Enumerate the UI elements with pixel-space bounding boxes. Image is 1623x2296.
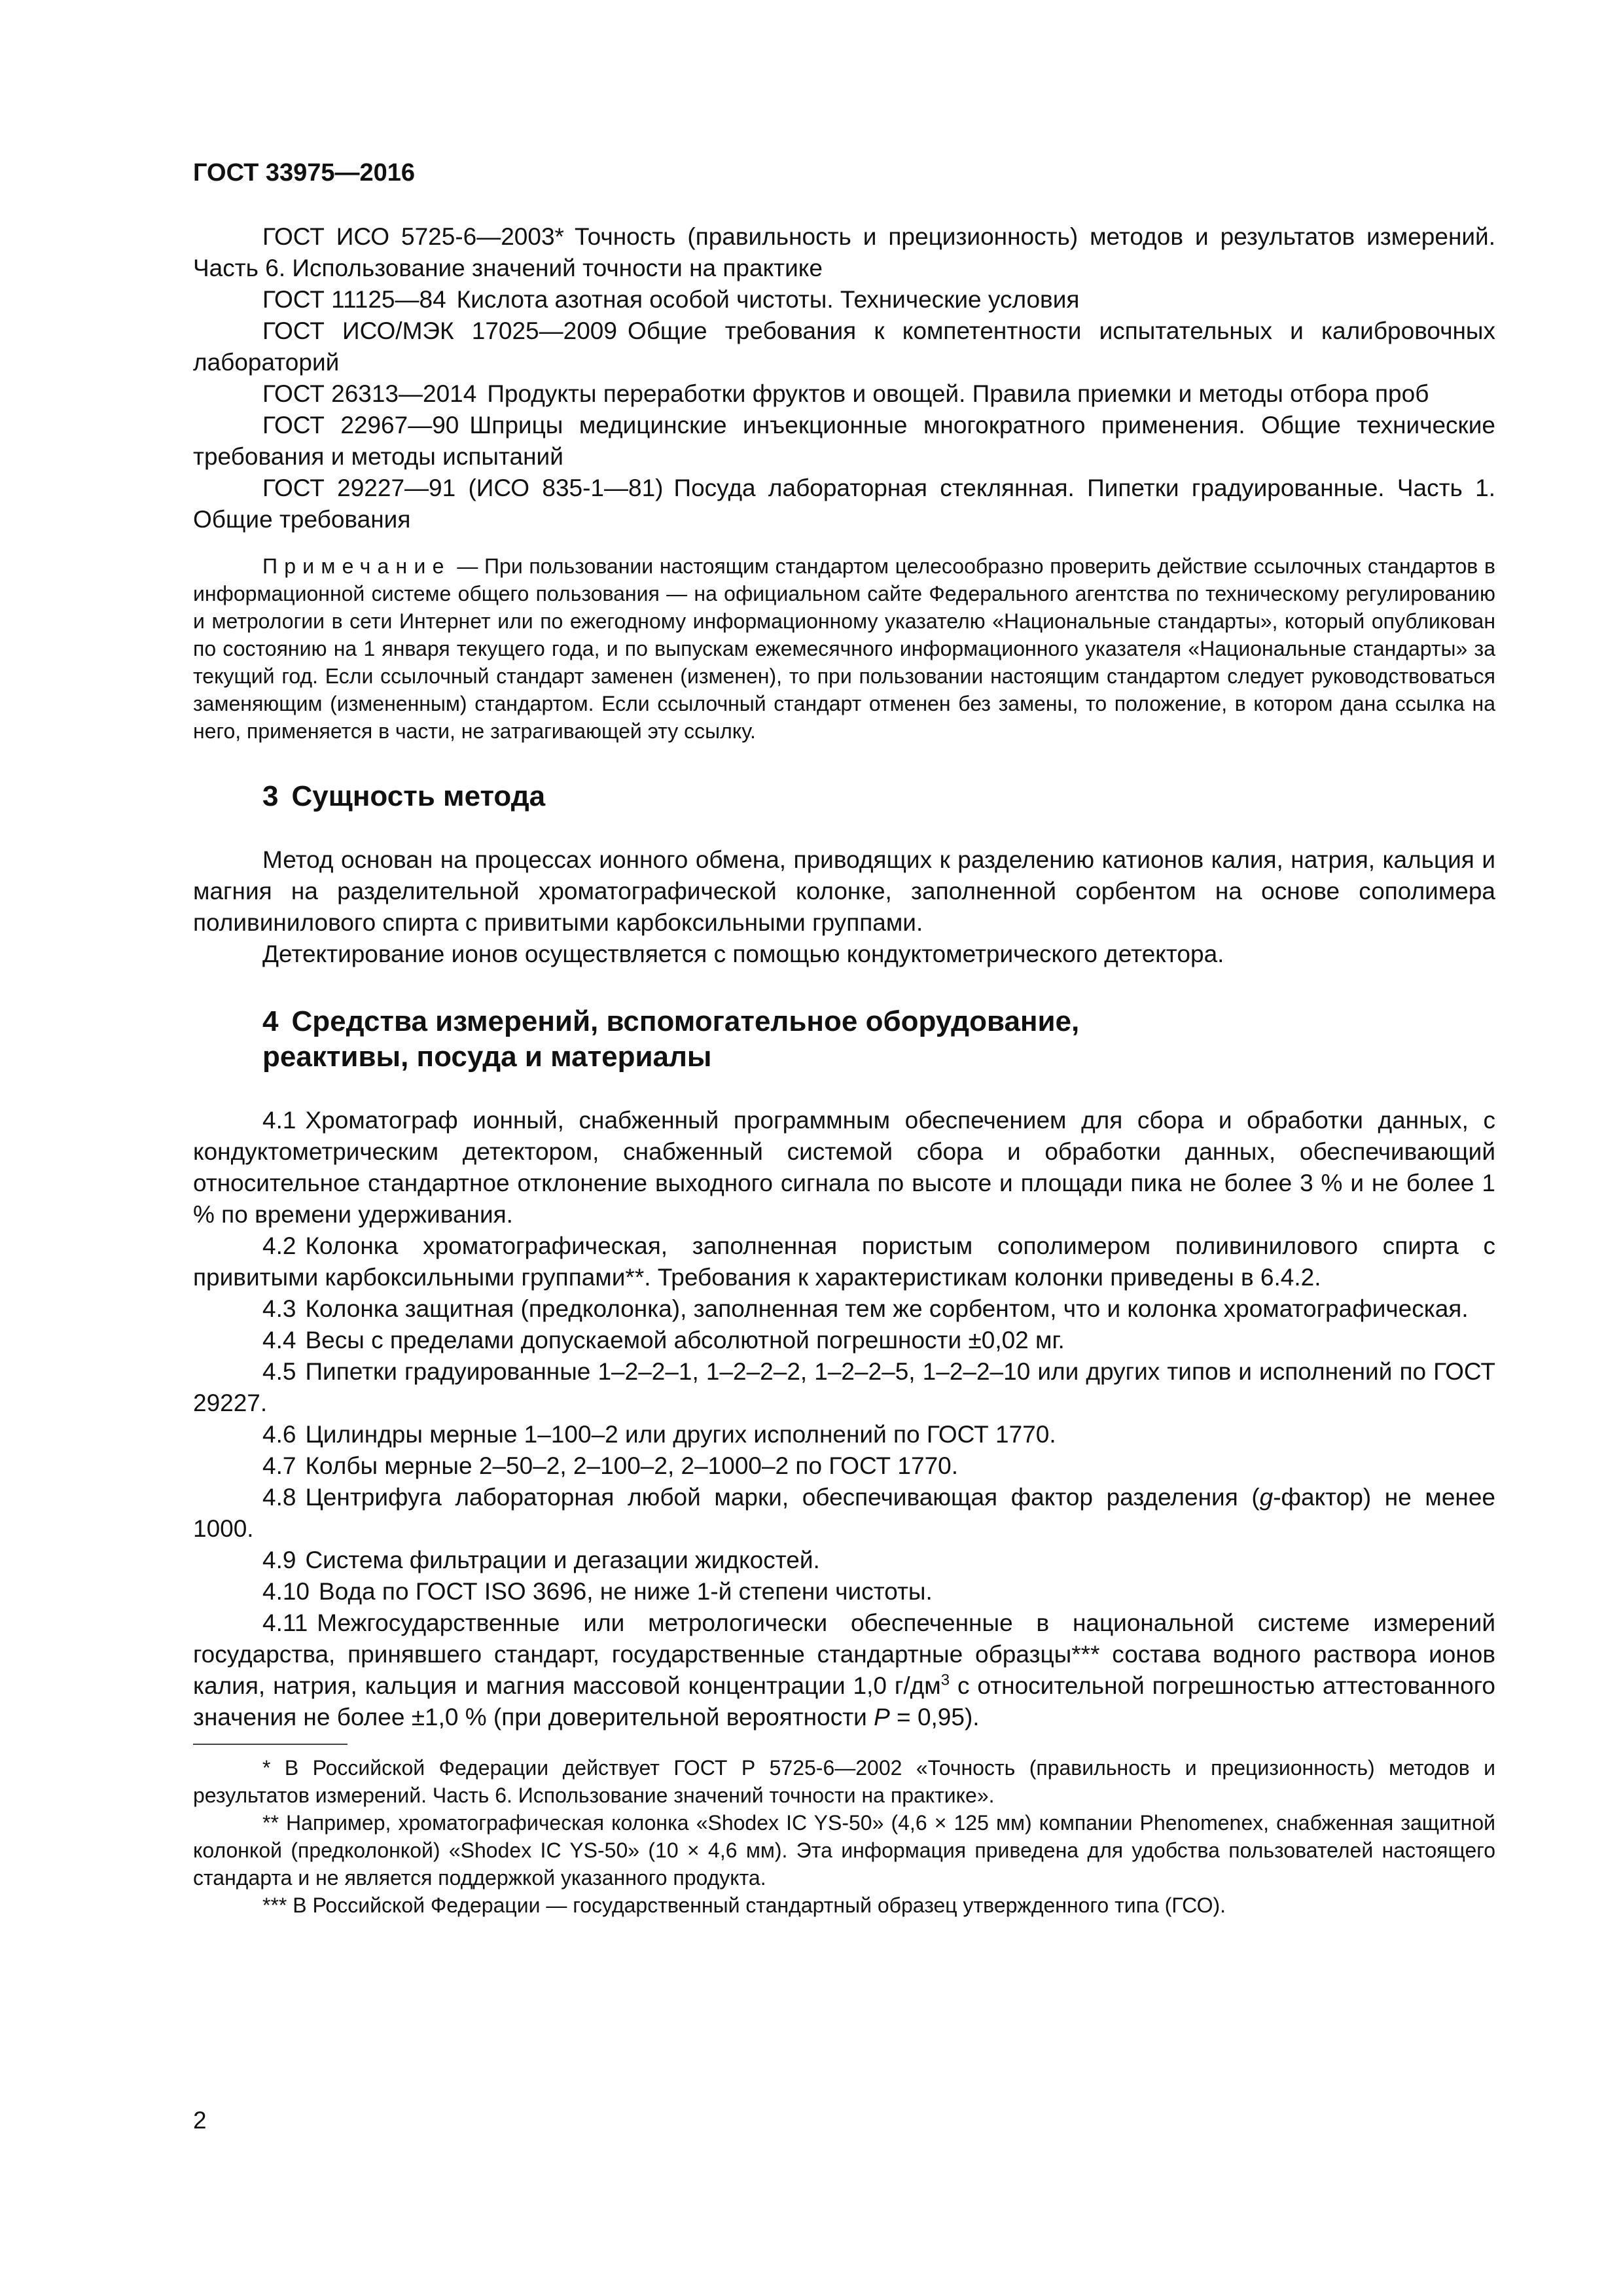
reference-item <box>193 473 1495 535</box>
list-item <box>193 1230 1495 1293</box>
list-item <box>193 1419 1495 1450</box>
item-superscript: 3 <box>940 1671 950 1689</box>
item-text-italic: g <box>1259 1484 1274 1511</box>
list-item <box>193 1607 1495 1733</box>
list-item <box>193 1576 1495 1607</box>
item-number: 4.6 <box>262 1421 296 1448</box>
item-text: Хроматограф ионный, снабженный программным обеспечением для сбора и обработки данных, с кондуктометрическим детектором, снабженный системой сбора и обработки данных, обеспечивающий относительное стандартное отклонение выходного сигнала по высоте и площади пика не более 3 % и не более 1 % по времени удерживания. <box>193 1107 1495 1228</box>
section-title-line-2: реактивы, посуда и материалы <box>262 1041 712 1073</box>
reference-code: ГОСТ ИСО 5725-6—2003* <box>262 223 564 250</box>
item-text: Система фильтрации и дегазации жидкостей. <box>305 1547 820 1573</box>
item-text-italic: P <box>874 1704 890 1731</box>
list-item <box>193 1325 1495 1356</box>
footnote: ** Например, хроматографическая колонка «Shodex IC YS-50» (4,6 × 125 мм) компании Phenomenex, снабженная защитной колонкой (предколонкой) «Shodex IC YS-50» (10 × 4,6 мм). Эта информация приведена для удобства пользователей настоящего стандарта и не является поддержкой указанного продукта. <box>193 1811 1496 1890</box>
item-text: Весы с пределами допускаемой абсолютной погрешности ±0,02 мг. <box>305 1327 1065 1354</box>
item-number: 4.8 <box>262 1484 296 1511</box>
section-title: Сущность метода <box>291 780 546 812</box>
reference-item <box>193 284 1495 315</box>
item-text-after: = 0,95). <box>889 1704 980 1731</box>
reference-item <box>193 410 1495 473</box>
item-text-middle: с относительной погрешностью аттестованного значения не более ±1,0 % (при доверительной вероятности <box>193 1672 1495 1731</box>
item-number: 4.5 <box>262 1358 296 1385</box>
reference-code: ГОСТ 11125—84 <box>262 286 446 313</box>
footnote-separator <box>193 1744 348 1745</box>
list-item <box>193 1105 1495 1230</box>
item-text-before: Межгосударственные или метрологически обеспеченные в национальной системе измерений государства, принявшего стандарт, государственные стандартные образцы*** состава водного раствора ионов калия, натрия, кальция и магния массовой концентрации 1,0 г/дм <box>193 1609 1495 1699</box>
item-number: 4.1 <box>262 1107 296 1134</box>
item-number: 4.10 <box>262 1578 310 1605</box>
item-number: 4.9 <box>262 1547 296 1573</box>
list-item <box>193 1356 1495 1419</box>
section-number: 4 <box>262 1005 279 1037</box>
item-text: Цилиндры мерные 1–100–2 или других исполнений по ГОСТ 1770. <box>305 1421 1056 1448</box>
reference-title: Шприцы медицинские инъекционные многократного применения. Общие технические требования и методы испытаний <box>193 412 1495 470</box>
item-text: Вода по ГОСТ ISO 3696, не ниже 1-й степени чистоты. <box>319 1578 933 1605</box>
reference-title: Продукты переработки фруктов и овощей. Правила приемки и методы отбора проб <box>487 380 1429 407</box>
item-number: 4.2 <box>262 1232 296 1259</box>
list-item <box>193 1545 1495 1576</box>
footnote: * В Российской Федерации действует ГОСТ Р 5725-6—2002 «Точность (правильность и прецизионность) методов и результатов измерений. Часть 6. Использование значений точности на практике». <box>193 1756 1495 1807</box>
reference-code: ГОСТ ИСО/МЭК 17025—2009 <box>262 317 617 344</box>
reference-title: Кислота азотная особой чистоты. Технические условия <box>456 286 1080 313</box>
item-number: 4.11 <box>262 1609 308 1636</box>
references-note <box>193 552 1495 745</box>
section-title-line-1: Средства измерений, вспомогательное оборудование, <box>291 1005 1080 1037</box>
reference-title: Посуда лабораторная стеклянная. Пипетки градуированные. Часть 1. Общие требования <box>193 475 1495 533</box>
list-item <box>193 1450 1495 1482</box>
item-text-before: Центрифуга лабораторная любой марки, обеспечивающая фактор разделения ( <box>305 1484 1260 1511</box>
item-text: Колонка хроматографическая, заполненная пористым сополимером поливинилового спирта с привитыми карбоксильными группами**. Требования к характеристикам колонки приведены в 6.4.2. <box>193 1232 1495 1291</box>
normative-references-list <box>193 221 1495 535</box>
reference-code: ГОСТ 29227—91 (ИСО 835-1—81) <box>262 475 664 501</box>
section-number: 3 <box>262 780 279 812</box>
list-item <box>193 1482 1495 1545</box>
item-text-after: -фактор) не менее 1000. <box>193 1484 1495 1542</box>
reference-code: ГОСТ 22967—90 <box>262 412 459 439</box>
note-label: Примечание <box>262 554 451 578</box>
item-text: Колбы мерные 2–50–2, 2–100–2, 2–1000–2 по ГОСТ 1770. <box>305 1452 959 1479</box>
page-number: 2 <box>193 2107 207 2134</box>
reference-title: Точность (правильность и прецизионность) методов и результатов измерений. Часть 6. Использование значений точности на практике <box>193 223 1495 281</box>
note-text: При пользовании настоящим стандартом целесообразно проверить действие ссылочных стандартов в информационной системе общего пользования — на официальном сайте Федерального агентства по техническому регулированию и метрологии в сети Интернет или по ежегодному информационному указателю «Национальные стандарты», который опубликован по состоянию на 1 января текущего года, и по выпускам ежемесячного информационного указателя «Национальные стандарты» за текущий год. Если ссылочный стандарт заменен (изменен), то при пользовании настоящим стандартом следует руководствоваться заменяющим (измененным) стандартом. Если ссылочный стандарт отменен без замены, то положение, в котором дана ссылка на него, применяется в части, не затрагивающей эту ссылку. <box>193 554 1496 743</box>
section-3-paragraph: Детектирование ионов осуществляется с помощью кондуктометрического детектора. <box>262 941 1224 967</box>
list-item <box>193 1293 1495 1325</box>
reference-title: Общие требования к компетентности испытательных и калибровочных лабораторий <box>193 317 1496 376</box>
item-text: Колонка защитная (предколонка), заполненная тем же сорбентом, что и колонка хроматографическая. <box>305 1295 1469 1322</box>
reference-item <box>193 378 1495 410</box>
item-number: 4.3 <box>262 1295 296 1322</box>
reference-code: ГОСТ 26313—2014 <box>262 380 477 407</box>
reference-item <box>193 221 1495 284</box>
document-id-header: ГОСТ 33975—2016 <box>193 159 416 187</box>
item-text: Пипетки градуированные 1–2–2–1, 1–2–2–2, 1–2–2–5, 1–2–2–10 или других типов и исполнений по ГОСТ 29227. <box>193 1358 1495 1416</box>
note-dash: — <box>450 554 485 578</box>
item-number: 4.4 <box>262 1327 296 1354</box>
section-4-heading <box>262 1004 1495 1075</box>
footnote: *** В Российской Федерации — государственный стандартный образец утвержденного типа (ГСО). <box>262 1893 1226 1917</box>
reference-item <box>193 315 1495 378</box>
document-page <box>193 157 1495 1919</box>
section-3-paragraph: Метод основан на процессах ионного обмена, приводящих к разделению катионов калия, натрия, кальция и магния на разделительной хроматографической колонке, заполненной сорбентом на основе сополимера поливинилового спирта с привитыми карбоксильными группами. <box>193 846 1495 936</box>
item-number: 4.7 <box>262 1452 296 1479</box>
section-3-heading <box>262 779 1495 814</box>
